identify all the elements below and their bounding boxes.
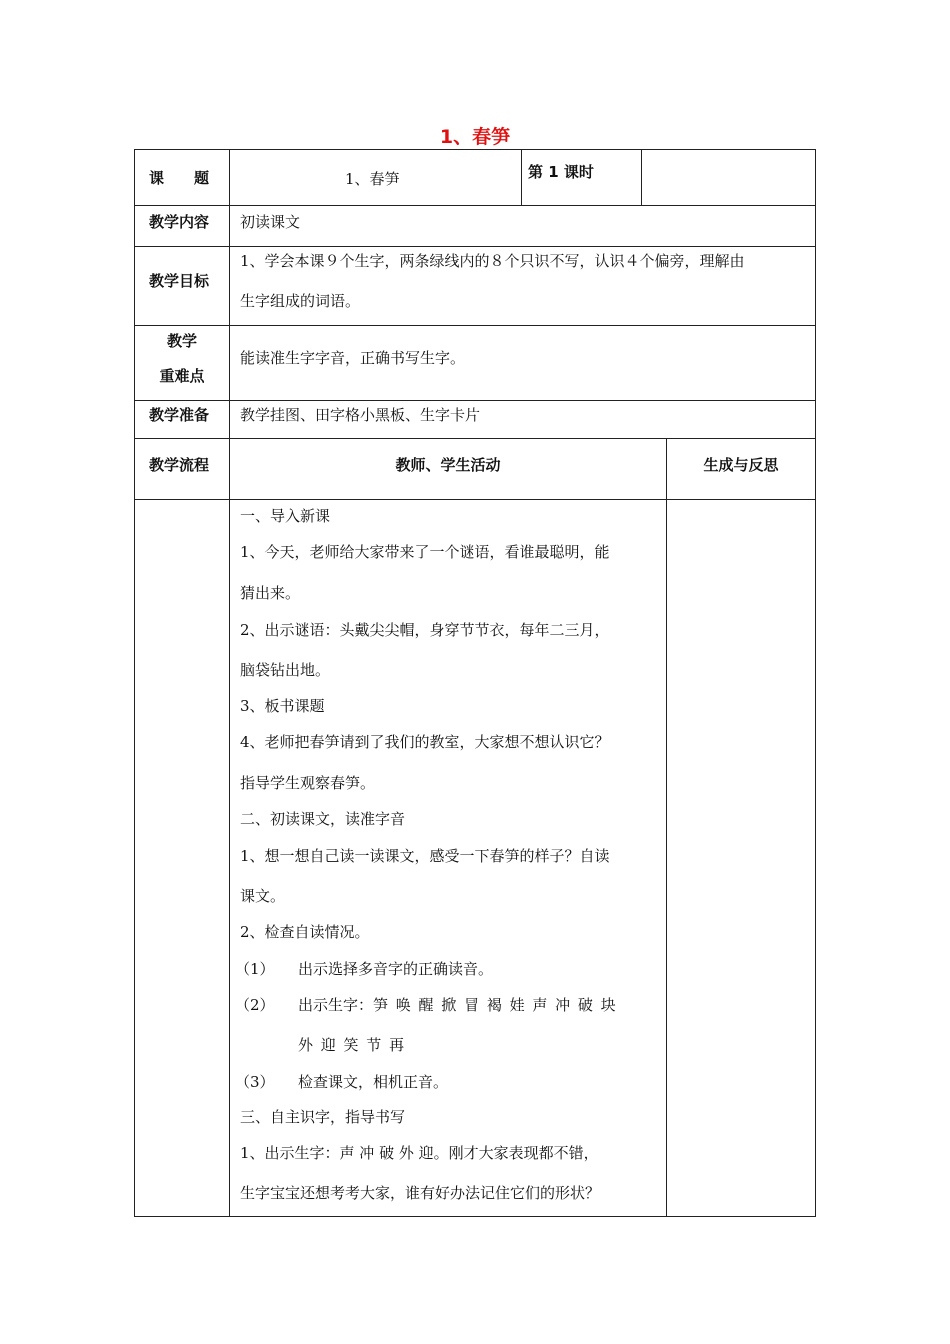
- table-border: [134, 1216, 816, 1217]
- section-heading: 三、自主识字，指导书写: [240, 1108, 406, 1126]
- table-divider: [641, 149, 642, 206]
- reflection-header: 生成与反思: [703, 456, 779, 474]
- prep-value: 教学挂图、田字格小黑板、生字卡片: [240, 406, 481, 424]
- section-heading: 二、初读课文，读准字音: [240, 810, 406, 828]
- topic-value: 1、春笋: [345, 170, 400, 188]
- table-divider: [229, 149, 230, 1217]
- activity-line: 生字宝宝还想考考大家，谁有好办法记住它们的形状？: [240, 1184, 601, 1202]
- table-divider: [666, 438, 667, 1217]
- table-divider: [134, 499, 816, 500]
- activity-line: 1、今天，老师给大家带来了一个谜语，看谁最聪明，能: [240, 543, 610, 561]
- step-number: （3）: [235, 1073, 275, 1091]
- difficulty-label-line-2: 重难点: [159, 367, 205, 385]
- step-text: 出示生字：笋 唤 醒 掀 冒 褐 娃 声 冲 破 块: [298, 996, 616, 1014]
- goal-text-line-1: 1、学会本课９个生字，两条绿线内的８个只识不写，认识４个偏旁，理解由: [240, 252, 745, 270]
- table-border: [815, 149, 816, 1217]
- difficulty-value: 能读准生字字音，正确书写生字。: [240, 349, 466, 367]
- table-border: [134, 149, 135, 1217]
- table-divider: [134, 205, 816, 206]
- table-border: [134, 149, 816, 150]
- table-divider: [521, 149, 522, 206]
- content-value: 初读课文: [240, 213, 301, 231]
- activity-line: 3、板书课题: [240, 697, 325, 715]
- table-divider: [134, 438, 816, 439]
- table-divider: [134, 246, 816, 247]
- activity-line: 课文。: [240, 887, 286, 905]
- table-divider: [134, 325, 816, 326]
- activity-line: 2、出示谜语：头戴尖尖帽，身穿节节衣，每年二三月，: [240, 621, 610, 639]
- step-text: 出示选择多音字的正确读音。: [298, 960, 494, 978]
- flow-label: 教学流程: [149, 456, 210, 474]
- step-text: 检查课文，相机正音。: [298, 1073, 449, 1091]
- topic-label: 课 题: [149, 169, 210, 187]
- activity-header: 教师、学生活动: [395, 456, 501, 474]
- activity-line: 指导学生观察春笋。: [240, 774, 376, 792]
- prep-label: 教学准备: [149, 406, 210, 424]
- step-number: （2）: [235, 996, 275, 1014]
- goal-label: 教学目标: [149, 272, 210, 290]
- activity-line: 1、出示生字：声 冲 破 外 迎。刚才大家表现都不错，: [240, 1144, 599, 1162]
- period-label: 第 1 课时: [528, 163, 594, 181]
- difficulty-label-line-1: 教学: [166, 332, 197, 350]
- step-text: 外 迎 笑 节 再: [298, 1036, 405, 1054]
- content-label: 教学内容: [149, 213, 210, 231]
- activity-line: 脑袋钻出地。: [240, 661, 331, 679]
- activity-line: 2、检查自读情况。: [240, 923, 370, 941]
- activity-line: 4、老师把春笋请到了我们的教室，大家想不想认识它？: [240, 733, 610, 751]
- step-number: （1）: [235, 960, 275, 978]
- page-title: 1、春笋: [439, 126, 511, 148]
- section-heading: 一、导入新课: [240, 507, 331, 525]
- table-divider: [134, 400, 816, 401]
- activity-line: 猜出来。: [240, 584, 301, 602]
- activity-line: 1、想一想自己读一读课文，感受一下春笋的样子？自读: [240, 847, 610, 865]
- goal-text-line-2: 生字组成的词语。: [240, 292, 361, 310]
